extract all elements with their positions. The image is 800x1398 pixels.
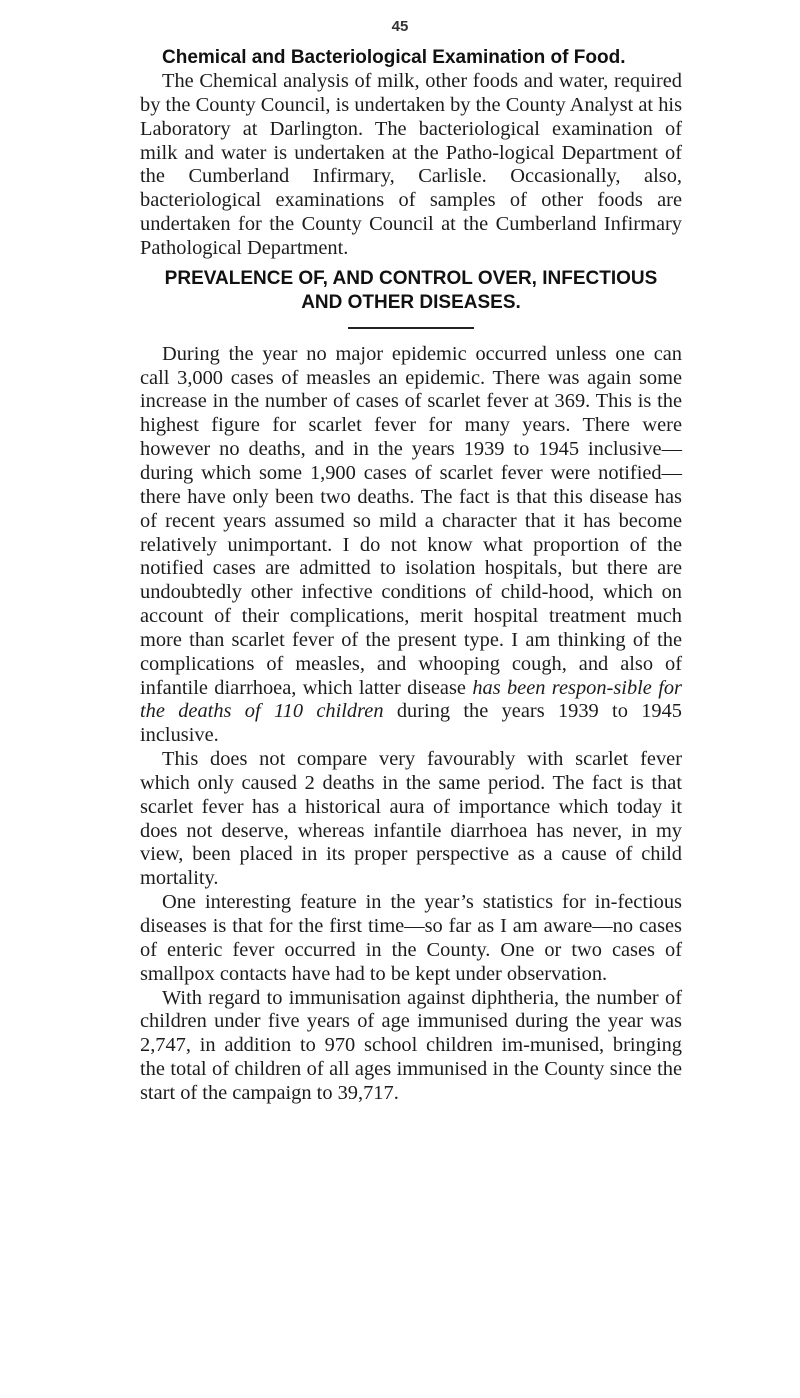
section-heading-chemical-bacteriological: Chemical and Bacteriological Examination of Food.	[162, 47, 626, 68]
paragraph-epidemic-text-1: During the year no major epidemic occurred unless one can call 3,000 cases of measles an epidemic. There was again some increase in the number of cases of scarlet fever at 369. This is the highest figure for scarlet fever for many years. There were however no deaths, and in the years 1939 to 1945 inclusive—during which some 1,900 cases of scarlet fever were notified—there have only been two deaths. The fact is that this disease has of recent years assumed so mild a character that it has become relatively unimportant. I do not know what proportion of the notified cases are admitted to isolation hospitals, but there are undoubtedly other infective conditions of child-hood, which on account of their complications, merit hospital treatment much more than scarlet fever of the present type. I am thinking of the complications of measles, and whooping cough, and also of infantile diarrhoea, which latter disease	[140, 342, 682, 699]
paragraph-epidemic-italic: has been respon-sible for the deaths of 110 children	[140, 676, 682, 723]
paragraph-chemical-analysis: The Chemical analysis of milk, other foods and water, required by the County Council, is undertaken by the County Analyst at his Laboratory at Darlington. The bacteriological examination of milk and water is undertaken at the Patho-logical Department of the Cumberland Infirmary, Carlisle. Occasionally, also, bacteriological examinations of samples of other foods are undertaken for the County Council at the Cumberland Infirmary Pathological Department.	[140, 70, 682, 259]
text-column	[140, 46, 682, 1106]
paragraph-epidemic-year	[140, 343, 682, 748]
paragraph-immunisation: With regard to immunisation against diphtheria, the number of children under five years of age immunised during the year was 2,747, in addition to 970 school children im-munised, bringing the total of children of all ages immunised in the County since the start of the campaign to 39,717.	[140, 986, 682, 1104]
paragraph-epidemic-text-2: during the years 1939 to 1945 inclusive.	[140, 700, 682, 747]
section-heading-prevalence-line1: PREVALENCE OF, AND CONTROL OVER, INFECTIOUS	[164, 267, 658, 289]
section-divider	[348, 327, 474, 329]
section-heading-prevalence	[140, 267, 682, 315]
section-heading-prevalence-line2: AND OTHER DISEASES.	[301, 291, 521, 313]
page-number: 45	[391, 18, 409, 35]
paragraph-scarlet-fever-comparison: This does not compare very favourably with scarlet fever which only caused 2 deaths in the same period. The fact is that scarlet fever has a historical aura of importance which today it does not deserve, whereas infantile diarrhoea has never, in my view, been placed in its proper perspective as a cause of child mortality.	[140, 748, 682, 890]
paragraph-enteric-fever: One interesting feature in the year’s statistics for in-fectious diseases is that for the first time—so far as I am aware—no cases of enteric fever occurred in the County. One or two cases of smallpox contacts have had to be kept under observation.	[140, 891, 682, 985]
